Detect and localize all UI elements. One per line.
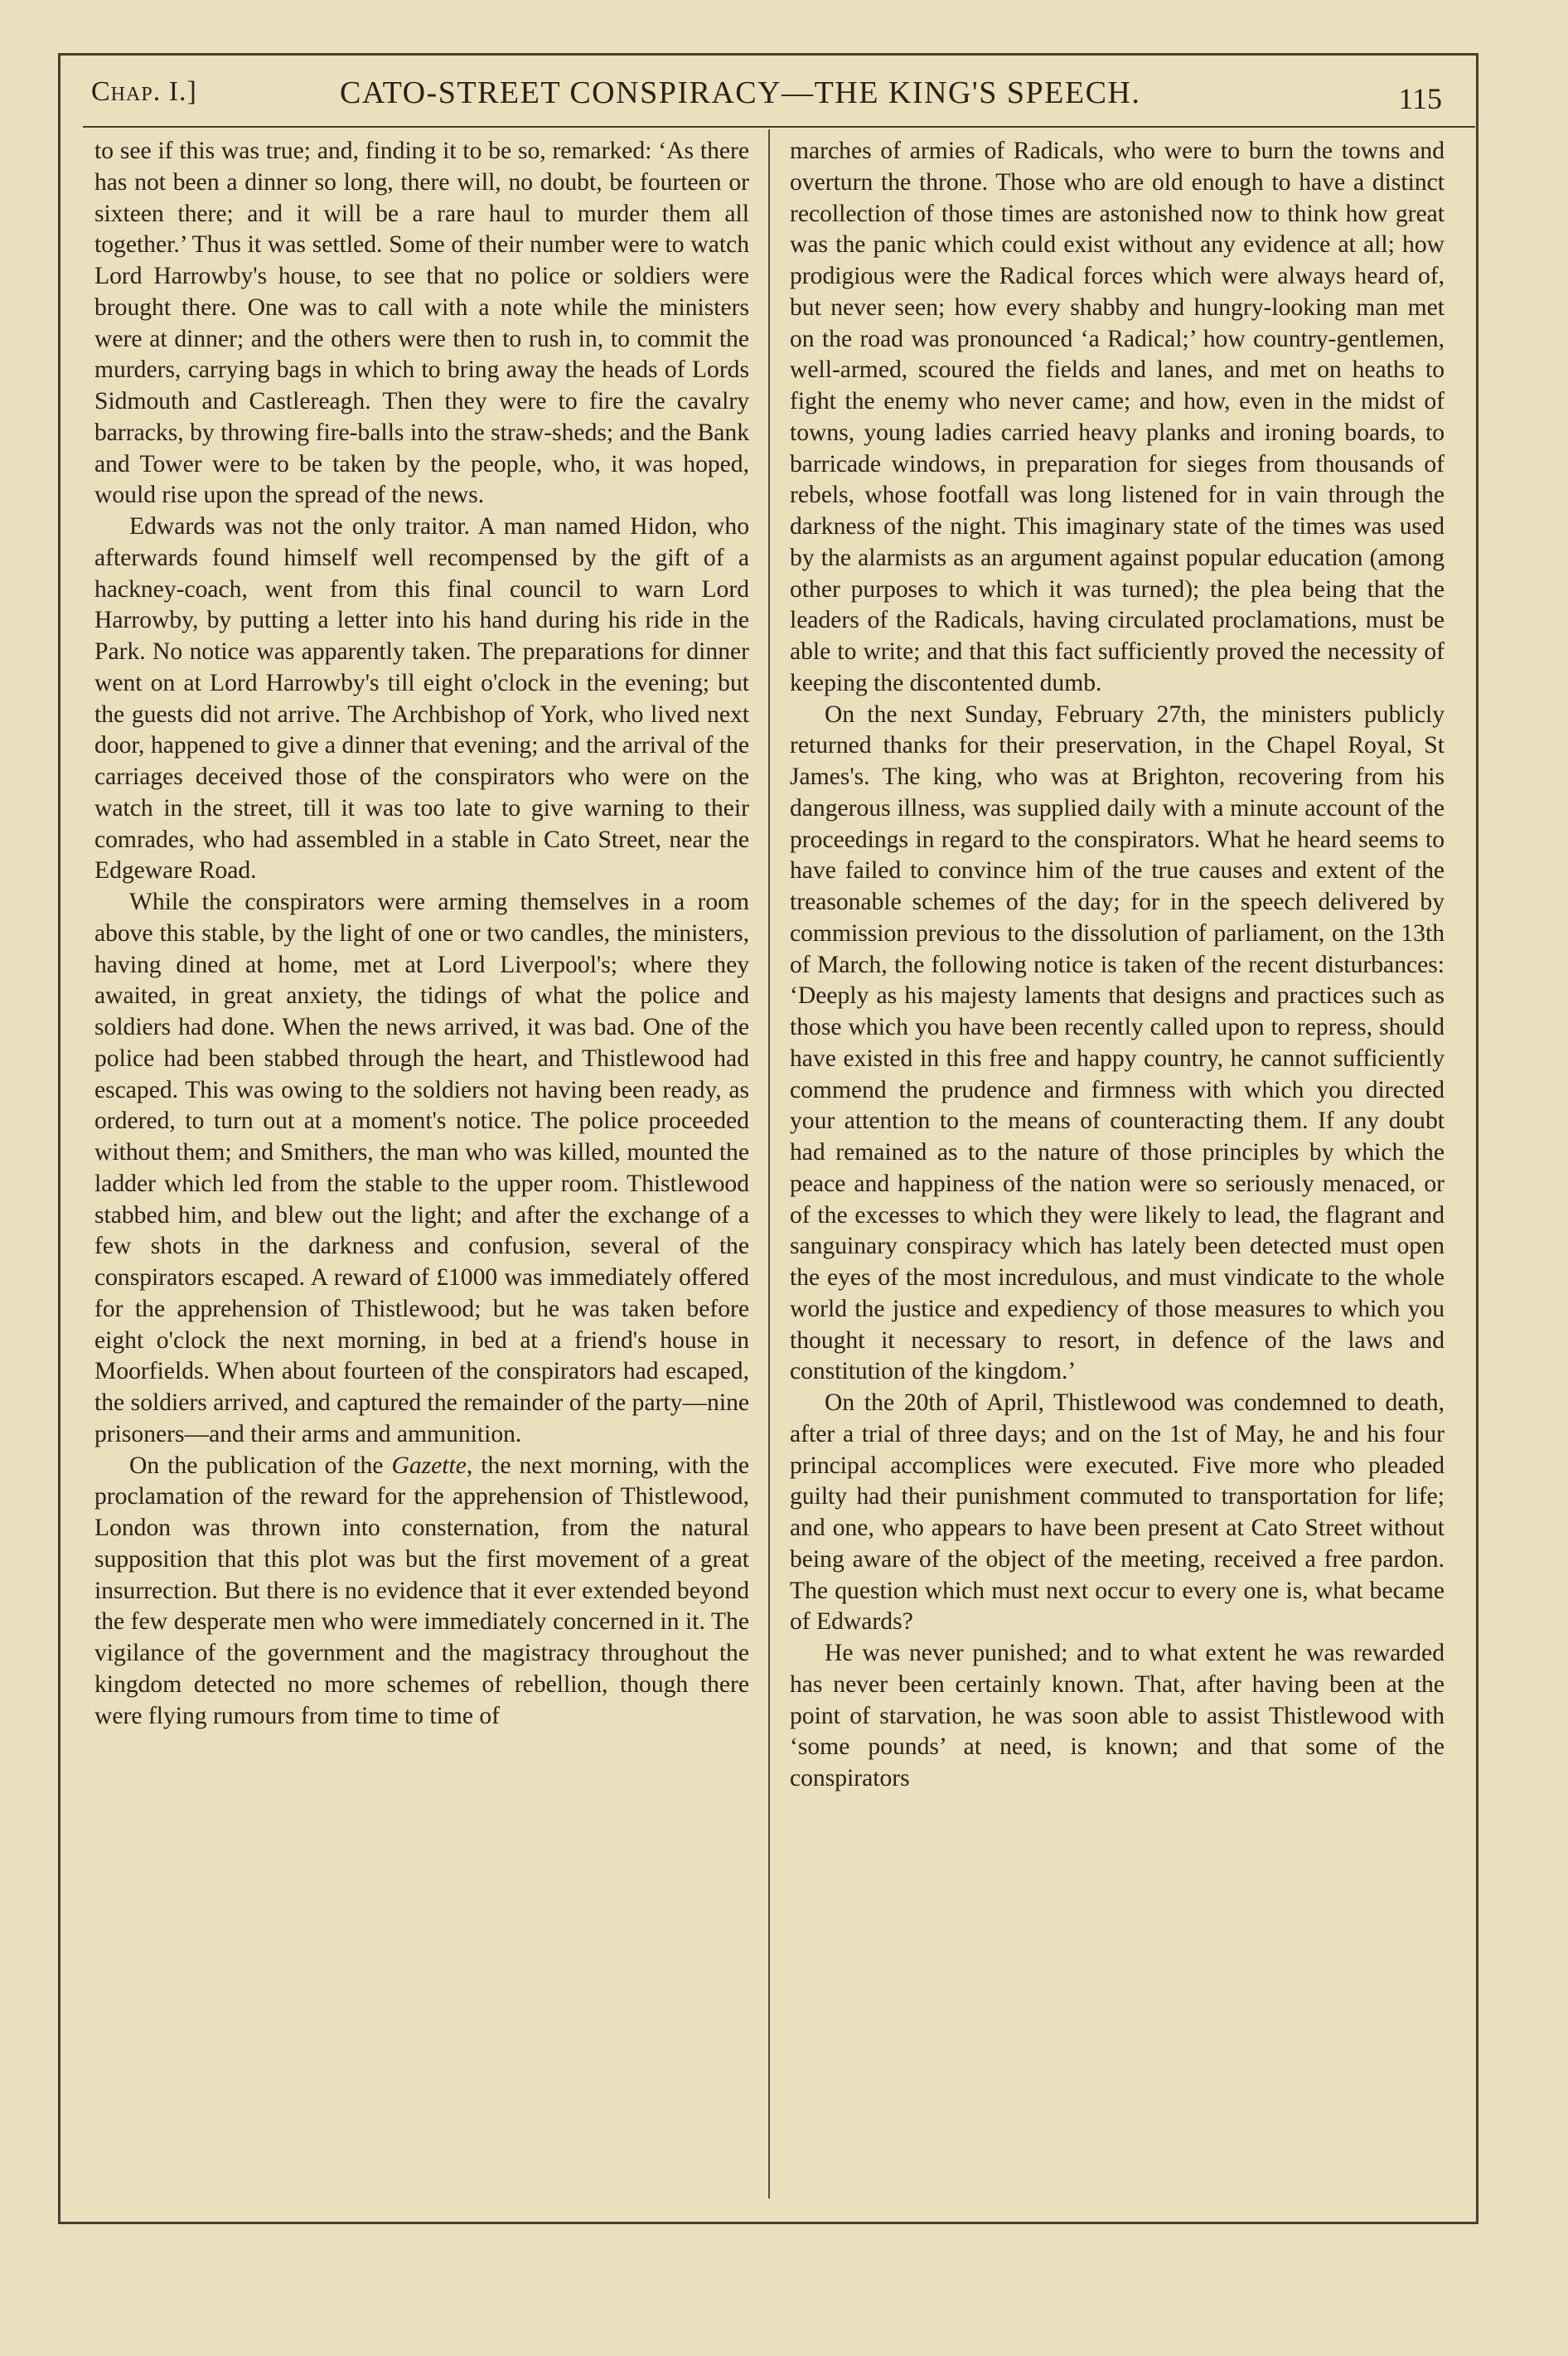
paragraph: While the conspirators were arming themselves in a room above this stable, by the light of one or two candles, the ministers, having dined at home, met at Lord Liverpool's; where they awaited, in great anxiety, the tidings of what the police and soldiers had done. When the news arrived, it was bad. One of the police had been stabbed through the heart, and Thistlewood had escaped. This was owing to the soldiers not having been ready, as ordered, to turn out at a moment's notice. The police proceeded without them; and Smithers, the man who was killed, mounted the ladder which led from the stable to the upper room. Thistlewood stabbed him, and blew out the light; and after the exchange of a few shots in the darkness and confusion, several of the conspirators escaped. A reward of £1000 was immediately offered for the apprehension of Thistlewood; but he was taken before eight o'clock the next morning, in bed at a friend's house in Moorfields. When about fourteen of the conspirators had escaped, the soldiers arrived, and captured the remainder of the party—nine prisoners—and their arms and ammunition. (94, 889, 749, 1447)
paragraph: Edwards was not the only traitor. A man named Hidon, who afterwards found himself well recompensed by the gift of a hackney-coach, went from this final council to warn Lord Harrowby, by putting a letter into his hand during his ride in the Park. No notice was apparently taken. The preparations for dinner went on at Lord Harrowby's till eight o'clock in the evening; but the guests did not arrive. The Archbishop of York, who lived next door, happened to give a dinner that evening; and the arrival of the carriages deceived those of the conspirators who were on the watch in the street, till it was too late to give warning to their comrades, who had assembled in a stable in Cato Street, near the Edgeware Road. (94, 513, 749, 885)
right-column (790, 136, 1445, 1795)
paragraph: On the 20th of April, Thistlewood was condemned to death, after a trial of three days; and on the 1st of May, he and his four principal accomplices were executed. Five more who pleaded guilty had their punishment commuted to transportation for life; and one, who appears to have been present at Cato Street without being aware of the object of the meeting, received a free pardon. The question which must next occur to every one is, what became of Edwards? (790, 1389, 1445, 1636)
paragraph-text: On the publication of the (129, 1452, 392, 1479)
chapter-label: Chap. I.] (91, 76, 197, 107)
paragraph (94, 1451, 749, 1733)
gazette-italic: Gazette (391, 1452, 467, 1479)
paragraph: He was never punished; and to what extent he was rewarded has never been certainly known. That, after having been at the point of starvation, he was soon able to assist Thistlewood with ‘some pounds’ at need, is known; and that some of the conspirators (790, 1640, 1445, 1791)
running-title: CATO-STREET CONSPIRACY—THE KING'S SPEECH. (340, 75, 1141, 110)
paragraph: to see if this was true; and, finding it to be so, remarked: ‘As there has not been a dinner so long, there will, no doubt, be fourteen or sixteen there; and it will be a rare haul to murder them all together.’ Thus it was settled. Some of their number were to watch Lord Harrowby's house, to see that no police or soldiers were brought there. One was to call with a note while the ministers were at dinner; and the others were then to rush in, to commit the murders, carrying bags in which to bring away the heads of Lords Sidmouth and Castlereagh. Then they were to fire the cavalry barracks, by throwing fire-balls into the straw-sheds; and the Bank and Tower were to be taken by the people, who, it was hoped, would rise upon the spread of the news. (94, 138, 749, 509)
page-number: 115 (1398, 82, 1442, 115)
running-header (91, 73, 1450, 123)
header-rule (83, 126, 1475, 128)
left-column (94, 136, 749, 1732)
column-rule (768, 129, 770, 2198)
paragraph-text: , the next morning, with the proclamation of the reward for the apprehension of Thistlewood, London was thrown into consternation, from the natural supposition that this plot was but the first movement of a great insurrection. But there is no evidence that it ever extended beyond the few desperate men who were immediately concerned in it. The vigilance of the government and the magistracy throughout the kingdom detected no more schemes of rebellion, though there were flying rumours from time to time of (94, 1452, 749, 1729)
paragraph: marches of armies of Radicals, who were to burn the towns and overturn the throne. Those who are old enough to have a distinct recollection of those times are astonished now to think how great was the panic which could exist without any evidence at all; how prodigious were the Radical forces which were always heard of, but never seen; how every shabby and hungry-looking man met on the road was pronounced ‘a Radical;’ how country-gentlemen, well-armed, scoured the fields and lanes, and met on heaths to fight the enemy who never came; and how, even in the midst of towns, young ladies carried heavy planks and ironing boards, to barricade windows, in preparation for sieges from thousands of rebels, whose footfall was long listened for in vain through the darkness of the night. This imaginary state of the times was used by the alarmists as an argument against popular education (among other purposes to which it was turned); the plea being that the leaders of the Radicals, having circulated proclamations, must be able to write; and that this fact sufficiently proved the necessity of keeping the discontented dumb. (790, 138, 1445, 696)
paragraph: On the next Sunday, February 27th, the ministers publicly returned thanks for their preservation, in the Chapel Royal, St James's. The king, who was at Brighton, recovering from his dangerous illness, was supplied daily with a minute account of the proceedings in regard to the conspirators. What he heard seems to have failed to convince him of the true causes and extent of the treasonable schemes of the day; for in the speech delivered by commission previous to the dissolution of parliament, on the 13th of March, the following notice is taken of the recent disturbances: ‘Deeply as his majesty laments that designs and practices such as those which you have been recently called upon to repress, should have existed in this free and happy country, he cannot sufficiently commend the prudence and firmness with which you directed your attention to the means of counteracting them. If any doubt had remained as to the nature of those principles by which the peace and happiness of the nation were so seriously menaced, or of the excesses to which they were likely to lead, the flagrant and sanguinary conspiracy which has lately been detected must open the eyes of the most incredulous, and must vindicate to the whole world the justice and expediency of those measures to which you thought it necessary to resort, in defence of the laws and constitution of the kingdom.’ (790, 700, 1445, 1385)
